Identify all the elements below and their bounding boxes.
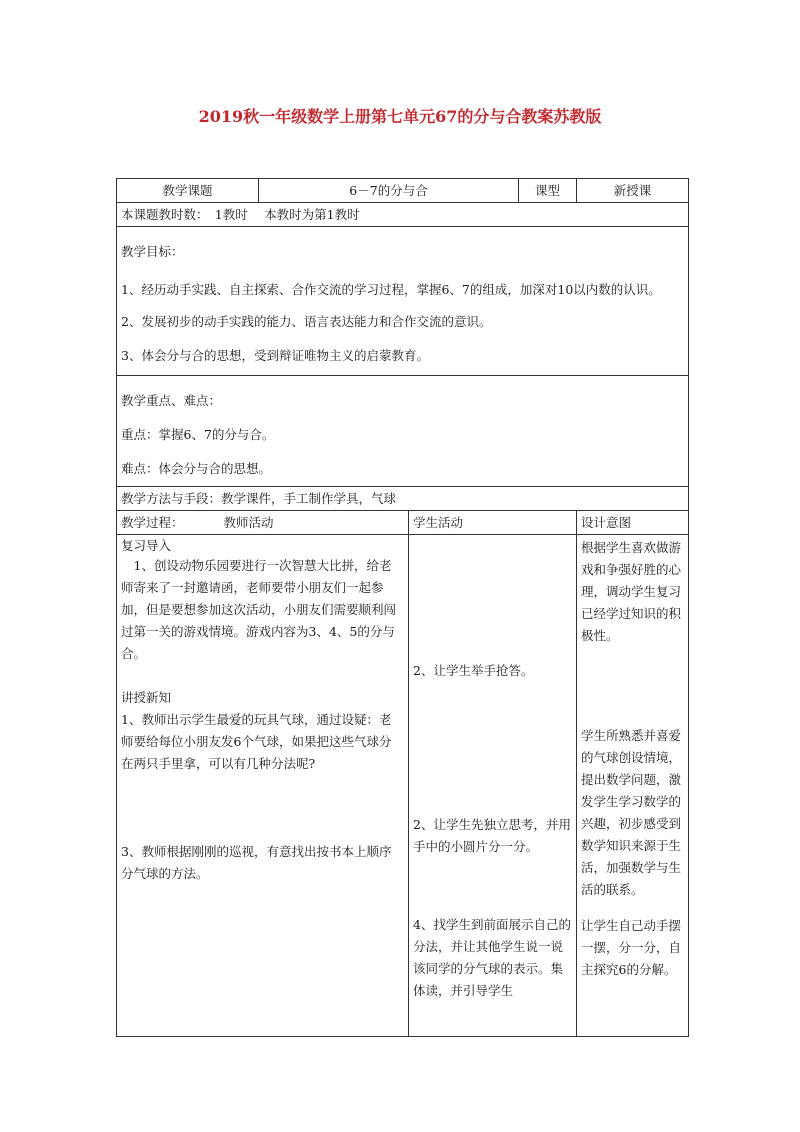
design-intent-1: 根据学生喜欢做游戏和争强好胜的心理，调动学生复习已经学过知识的积极性。 xyxy=(581,540,682,643)
methods-row xyxy=(117,487,689,511)
hours-line: 本课题教时数： 1教时 本教时为第1教时 xyxy=(117,203,689,227)
hours-row xyxy=(117,203,689,227)
teacher-activity-cell xyxy=(117,535,409,1037)
student-activity-3: 4、找学生到前面展示自己的分法，并让其他学生说一说该同学的分气球的表示。集体读，并引导学生 xyxy=(413,917,571,998)
document-title: 2019秋一年级数学上册第七单元67的分与合教案苏教版 xyxy=(198,107,602,126)
new-knowledge-heading: 讲授新知 xyxy=(121,690,172,705)
objectives-cell xyxy=(117,227,689,376)
topic-label: 教学课题 xyxy=(117,179,259,203)
design-header: 设计意图 xyxy=(577,511,689,535)
keypoints-cell xyxy=(117,376,689,487)
process-header-cell xyxy=(117,511,409,535)
topic-value: 6－7的分与合 xyxy=(259,179,519,203)
key-point: 重点：掌握6、7的分与合。 xyxy=(121,427,275,442)
objectives-heading: 教学目标： xyxy=(121,244,184,259)
process-label: 教学过程： xyxy=(121,515,184,530)
new-knowledge-3: 3、教师根据刚刚的巡视，有意找出按书本上顺序分气球的方法。 xyxy=(121,844,392,881)
process-header-row xyxy=(117,511,689,535)
new-knowledge-1: 1、教师出示学生最爱的玩具气球，通过设疑：老师要给每位小朋友发6个气球，如果把这些气球分在两只手里拿，可以有几种分法呢? xyxy=(121,712,392,771)
student-activity-2: 2、让学生先独立思考，并用手中的小圆片分一分。 xyxy=(413,817,571,854)
review-text: 1、创设动物乐园要进行一次智慧大比拼，给老师寄来了一封邀请函，老师要带小朋友们一起参加，但是要想参加这次活动，小朋友们需要顺利闯过第一关的游戏情境。游戏内容为3、4、5的分与合。 xyxy=(121,558,397,661)
objectives-row xyxy=(117,227,689,376)
objective-3: 3、体会分与合的思想，受到辩证唯物主义的启蒙教育。 xyxy=(121,348,429,363)
methods-line: 教学方法与手段：教学课件，手工制作学具，气球 xyxy=(117,487,689,511)
objective-2: 2、发展初步的动手实践的能力、语言表达能力和合作交流的意识。 xyxy=(121,314,492,329)
keypoints-heading: 教学重点、难点： xyxy=(121,393,222,408)
review-heading: 复习导入 xyxy=(121,538,172,553)
type-value: 新授课 xyxy=(577,179,689,203)
student-activity-1: 2、让学生举手抢答。 xyxy=(413,663,534,678)
objective-1: 1、经历动手实践、自主探索、合作交流的学习过程，掌握6、7的组成，加深对10以内数的认识。 xyxy=(121,282,661,297)
design-intent-cell xyxy=(577,535,689,1037)
teacher-header: 教师活动 xyxy=(223,515,274,530)
design-intent-3: 让学生自己动手摆一摆，分一分，自主探究6的分解。 xyxy=(581,918,682,977)
student-header: 学生活动 xyxy=(409,511,577,535)
student-activity-cell xyxy=(409,535,577,1037)
keypoints-row xyxy=(117,376,689,487)
type-label: 课型 xyxy=(519,179,577,203)
difficult-point: 难点：体会分与合的思想。 xyxy=(121,461,272,476)
design-intent-2: 学生所熟悉并喜爱的气球创设情境，提出数学问题，激发学生学习数学的兴趣，初步感受到数学知识来源于生活，加强数学与生活的联系。 xyxy=(581,728,682,897)
lesson-plan-table xyxy=(116,178,689,1037)
process-body-row xyxy=(117,535,689,1037)
topic-row xyxy=(117,179,689,203)
